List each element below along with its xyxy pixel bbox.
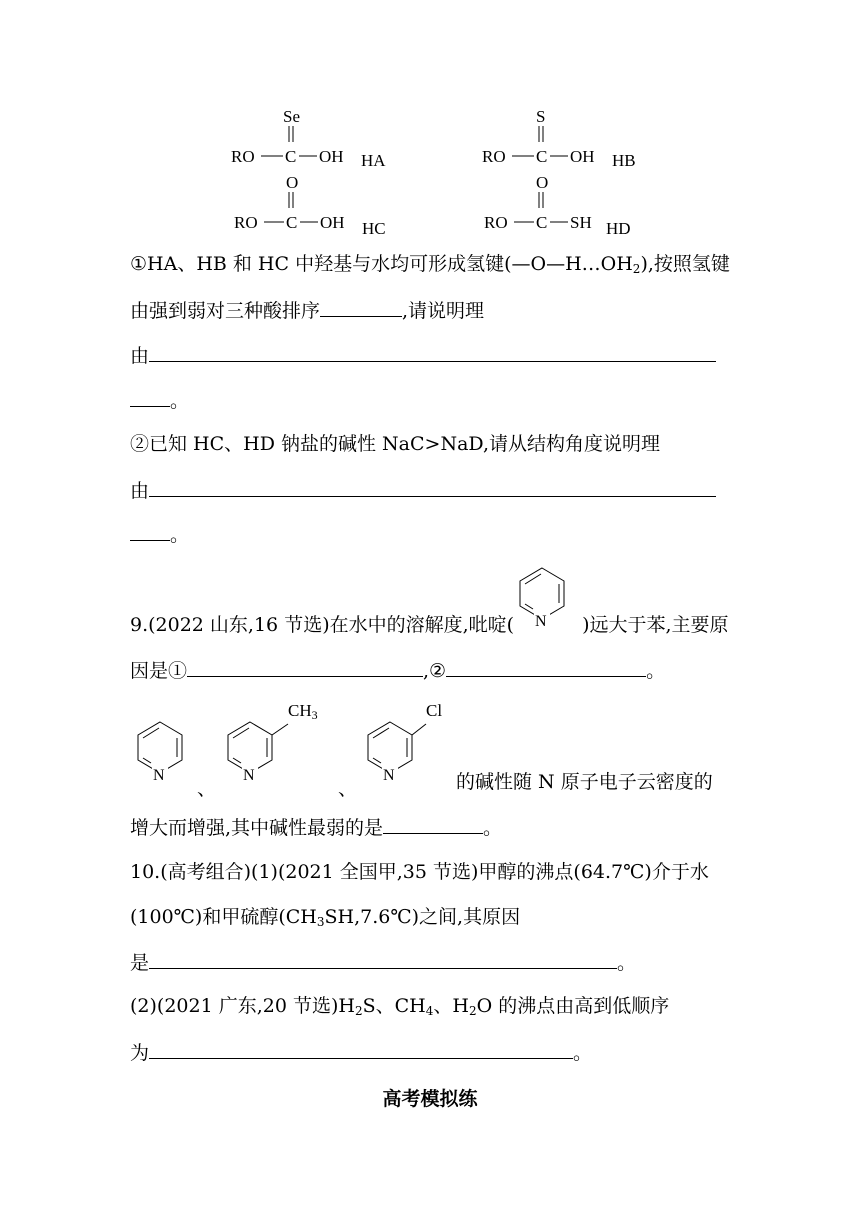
hc-label: HC xyxy=(362,219,386,238)
answer-blank-reason-a[interactable] xyxy=(187,658,423,677)
q8-part2-line3: 。 xyxy=(130,522,189,547)
ha-label: HA xyxy=(361,151,386,170)
separator-2: 、 xyxy=(338,778,358,800)
pyridine-structure xyxy=(134,718,190,786)
hc-right-group: OH xyxy=(320,213,345,232)
section-heading: 高考模拟练 xyxy=(382,1088,478,1110)
q8-part2-line1: ②已知 HC、HD 钠盐的碱性 NaC>NaD,请从结构角度说明理 xyxy=(130,433,660,455)
q10-line4: (2)(2021 广东,20 节选)$H_2S$、$CH_4$、$H_2O$ 的沸点由高到低顺序 xyxy=(130,995,670,1018)
answer-blank-q10-reason[interactable] xyxy=(149,950,617,969)
structure-hd xyxy=(478,172,648,238)
ha-right-group: OH xyxy=(319,147,344,166)
q10-line3: 是 。 xyxy=(130,952,637,974)
hb-label: HB xyxy=(612,151,636,170)
answer-blank-reason1-cont[interactable] xyxy=(130,388,170,407)
hd-left-group: RO xyxy=(484,213,508,232)
q9-line2: 因是① ,② 。 xyxy=(130,660,666,682)
q9-line1: 9.(2022 山东,16 节选)在水中的溶解度,吡啶( )远大于苯,主要原 xyxy=(130,614,729,636)
hd-top-atom: O xyxy=(536,173,549,192)
answer-blank-weakest[interactable] xyxy=(383,815,483,834)
chloro-group: Cl xyxy=(426,701,443,720)
structure-hb xyxy=(476,104,646,174)
separator-1: 、 xyxy=(197,778,217,800)
hd-label: HD xyxy=(606,219,631,238)
methylpyridine-structure xyxy=(222,698,342,788)
ha-carbon: C xyxy=(285,147,297,166)
hd-carbon: C xyxy=(536,213,548,232)
chloropyridine-structure xyxy=(362,698,462,788)
q8-part1-line1: ①HA、HB 和 HC 中羟基与水均可形成氢键$(—O—H\dots OH_2)$,按照氢键 xyxy=(130,253,730,276)
q8-part2-line2: 由 xyxy=(130,478,716,503)
answer-blank-reason1[interactable] xyxy=(149,343,716,362)
svg-text:N: N xyxy=(153,767,165,784)
hb-carbon: C xyxy=(536,147,548,166)
hb-right-group: OH xyxy=(570,147,595,166)
ha-top-atom: Se xyxy=(283,107,300,126)
svg-text:N: N xyxy=(383,767,395,784)
q9-line3: 的碱性随 N 原子电子云密度的 xyxy=(456,771,713,793)
answer-blank-order[interactable] xyxy=(320,298,402,317)
q8-part1-line2: 由强到弱对三种酸排序 ,请说明理 xyxy=(130,300,485,322)
methyl-group: CH3 xyxy=(288,701,318,722)
q8-part1-line4: 。 xyxy=(130,388,189,413)
q10-line1: 10.(高考组合)(1)(2021 全国甲,35 节选)甲醇的沸点(64.7℃)介于水 xyxy=(130,861,709,883)
answer-blank-reason-b[interactable] xyxy=(446,658,646,677)
structure-hc xyxy=(228,172,398,238)
q10-line5: 为 。 xyxy=(130,1042,593,1064)
hc-left-group: RO xyxy=(234,213,258,232)
answer-blank-reason2[interactable] xyxy=(149,478,716,497)
hb-top-atom: S xyxy=(536,107,546,126)
hd-right-group: SH xyxy=(570,213,592,232)
q10-line2: (100℃)和甲硫醇$(CH_3SH,7.6℃)$之间,其原因 xyxy=(130,906,521,929)
answer-blank-reason2-cont[interactable] xyxy=(130,522,170,541)
ha-left-group: RO xyxy=(231,147,255,166)
hc-carbon: C xyxy=(286,213,298,232)
hb-left-group: RO xyxy=(482,147,506,166)
pyridine-inline-structure xyxy=(516,564,572,630)
hc-top-atom: O xyxy=(286,173,299,192)
q8-part1-line3: 由 xyxy=(130,343,716,368)
structure-ha xyxy=(225,104,395,174)
svg-text:N: N xyxy=(243,767,255,784)
pyridine-n-label: N xyxy=(535,613,547,630)
q9-line4: 增大而增强,其中碱性最弱的是 。 xyxy=(130,817,503,839)
answer-blank-q10-order[interactable] xyxy=(149,1040,573,1059)
